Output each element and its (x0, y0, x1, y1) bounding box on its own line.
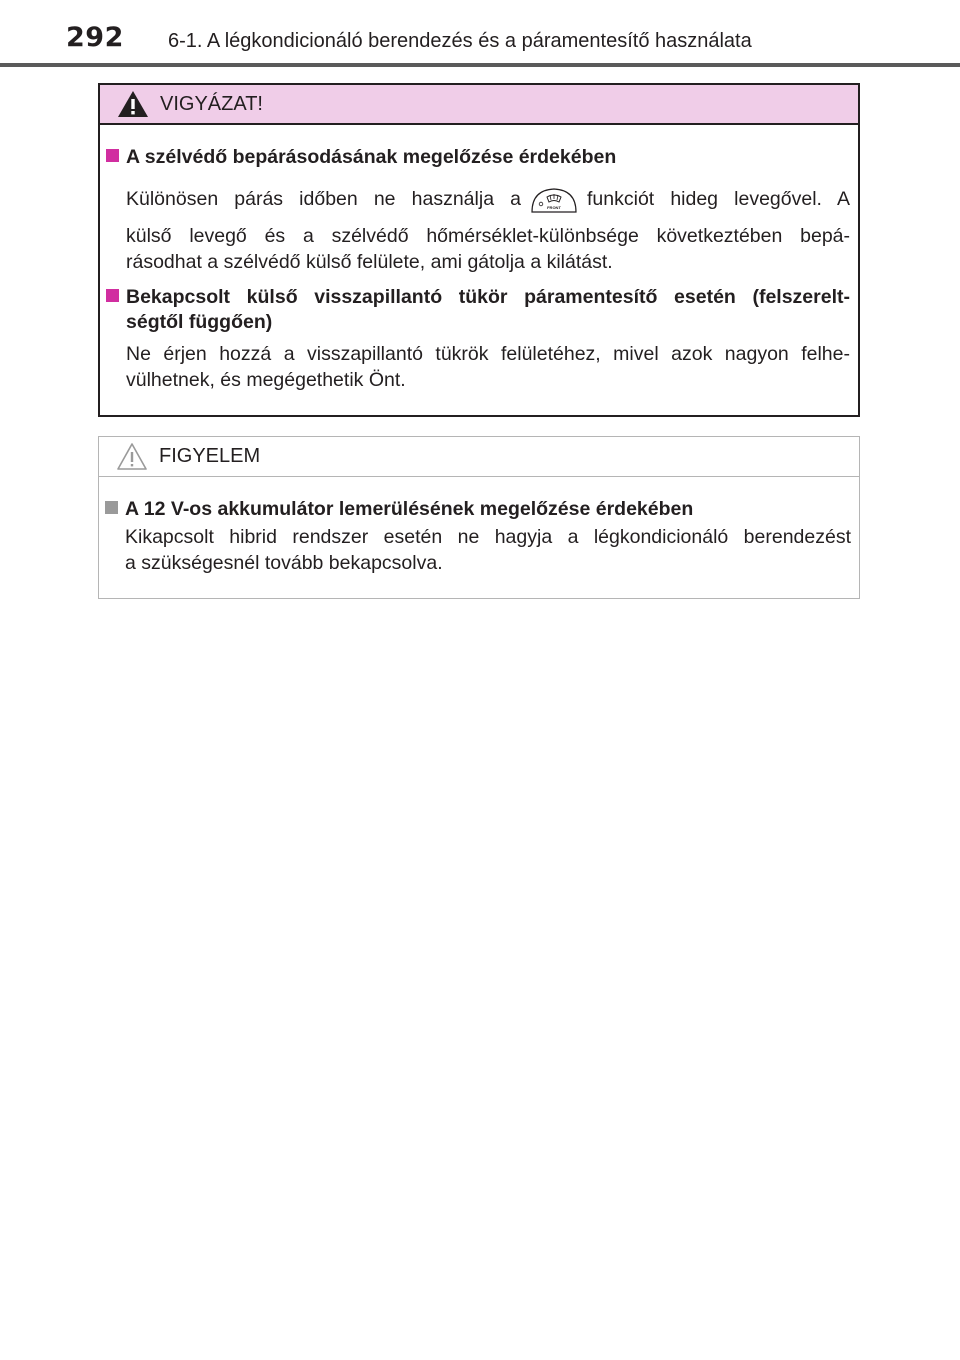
section-text (126, 183, 850, 275)
section-title-line: ségtől függően) (126, 311, 273, 333)
notice-box (98, 436, 860, 599)
text-line: Ne érjen hozzá a visszapillantó tükrök felületéhez, mivel azok nagyon felhe- (126, 343, 850, 365)
warning-triangle-filled-icon (116, 89, 150, 119)
bullet-square-icon (106, 289, 119, 302)
text-line: vülhetnek, és megégethetik Önt. (126, 369, 406, 391)
warning-label: VIGYÁZAT! (160, 93, 263, 115)
chapter-title: 6-1. A légkondicionáló berendezés és a páramentesítő használata (168, 30, 752, 52)
text-line: a szükségesnél tovább bekapcsolva. (125, 552, 443, 574)
text-before-icon: Különösen párás időben ne használja a (126, 188, 521, 210)
section-title: A szélvédő bepárásodásának megelőzése érdekében (126, 146, 617, 168)
section-title: A 12 V-os akkumulátor lemerülésének megelőzése érdekében (125, 498, 694, 520)
section-text (126, 341, 850, 393)
warning-header (100, 85, 858, 125)
bullet-square-icon (106, 149, 119, 162)
bullet-square-icon (105, 501, 118, 514)
page-header (0, 0, 960, 70)
notice-section-battery (99, 497, 859, 576)
text-after-icon: funkciót hideg levegővel. A (587, 188, 850, 210)
caution-triangle-outline-icon (115, 441, 149, 471)
text-line: külső levegő és a szélvédő hőmérséklet-különbsége következtében bepá- (126, 225, 850, 247)
header-divider (0, 63, 960, 67)
notice-header (99, 437, 859, 477)
warning-section-mirror (100, 285, 858, 393)
section-title-line: Bekapcsolt külső visszapillantó tükör páramentesítő esetén (felszerelt- (126, 286, 850, 308)
text-line: rásodhat a szélvédő külső felülete, ami gátolja a kilátást. (126, 251, 613, 273)
text-line (126, 183, 850, 215)
page-number: 292 (66, 22, 124, 53)
text-line: Kikapcsolt hibrid rendszer esetén ne hagyja a légkondicionáló berendezést (125, 526, 851, 548)
svg-text:FRONT: FRONT (547, 204, 561, 210)
front-defroster-button-icon (529, 187, 579, 213)
warning-box (98, 83, 860, 417)
section-text (125, 524, 851, 576)
notice-label: FIGYELEM (159, 445, 261, 467)
warning-section-windshield (100, 145, 858, 275)
